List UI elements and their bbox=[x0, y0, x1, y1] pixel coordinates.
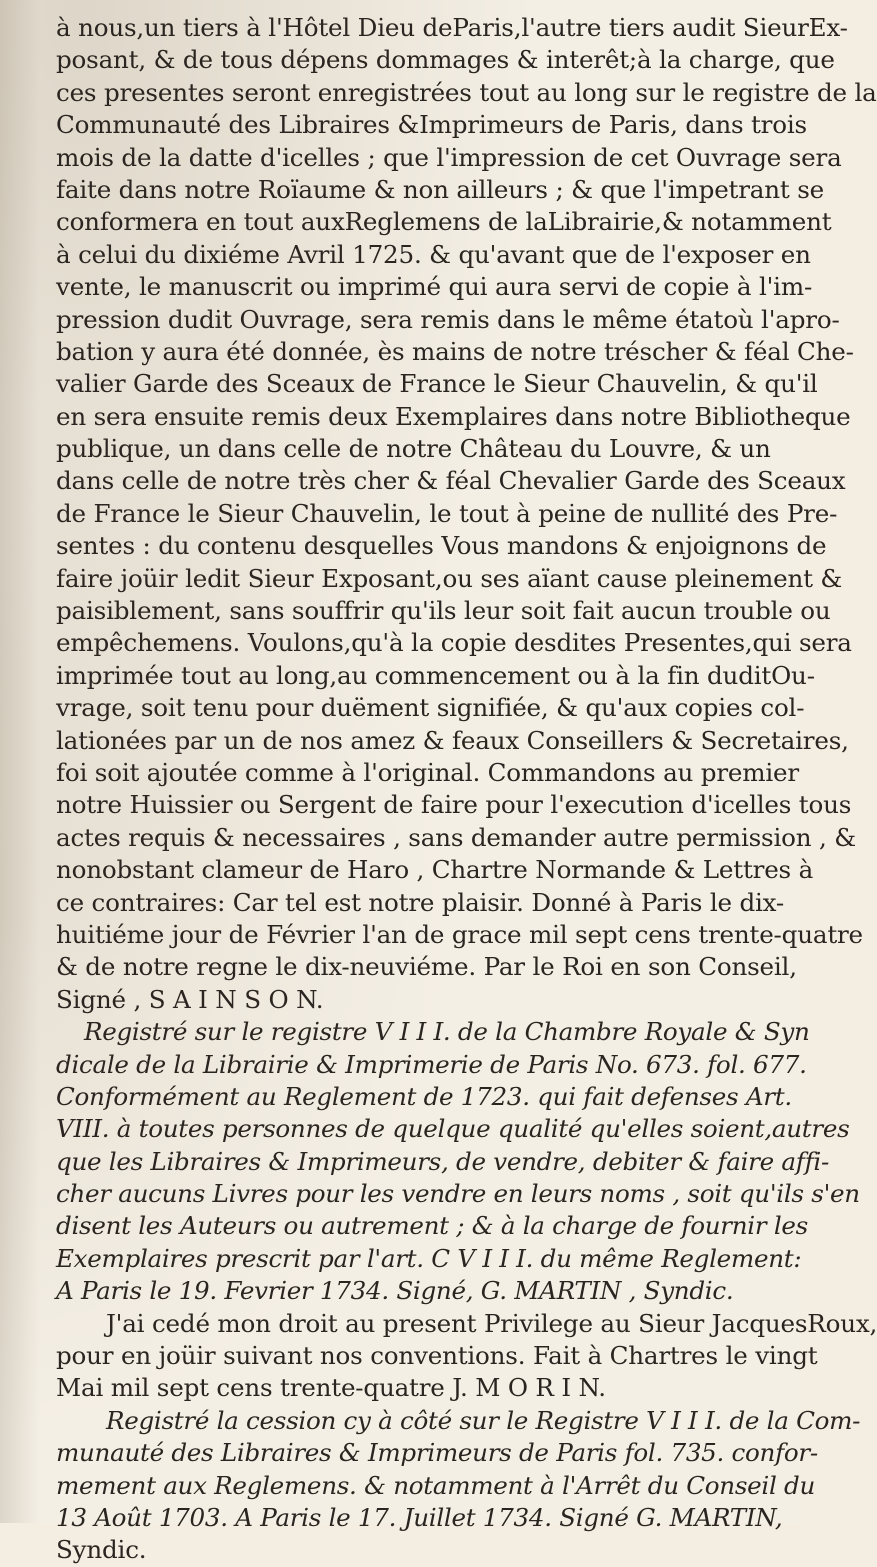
text-line: lationées par un de nos amez & feaux Conseillers & Secretaires, bbox=[56, 725, 849, 755]
text-line: mement aux Reglemens. & notamment à l'Arrêt du Conseil du bbox=[56, 1470, 816, 1500]
text-line: vrage, soit tenu pour duëment signifiée, & qu'aux copies col- bbox=[56, 693, 805, 723]
text-line: ce contraires: Car tel est notre plaisir. Donné à Paris le dix- bbox=[56, 887, 785, 917]
privilege-body bbox=[56, 12, 877, 1016]
text-line: publique, un dans celle de notre Château du Louvre, & un bbox=[56, 434, 771, 464]
text-line: sentes : du contenu desquelles Vous mandons & enjoignons de bbox=[56, 531, 827, 561]
cession-note bbox=[56, 1308, 877, 1405]
text-line: Conformément au Reglement de 1723. qui fait defenses Art. bbox=[56, 1081, 792, 1111]
document-text bbox=[56, 12, 877, 1567]
text-line: faire joüir ledit Sieur Exposant,ou ses aïant cause pleinement & bbox=[56, 563, 843, 593]
text-line: actes requis & necessaires , sans demander autre permission , & bbox=[56, 822, 856, 852]
text-line: paisiblement, sans souffrir qu'ils leur soit fait aucun trouble ou bbox=[56, 596, 831, 626]
text-line: dicale de la Librairie & Imprimerie de Paris No. 673. fol. 677. bbox=[56, 1049, 807, 1079]
text-line: Communauté des Libraires &Imprimeurs de Paris, dans trois bbox=[56, 110, 807, 140]
text-line: Mai mil sept cens trente-quatre J. M O R I N. bbox=[56, 1373, 606, 1403]
text-line: Exemplaires prescrit par l'art. C V I I I. du même Reglement: bbox=[56, 1243, 802, 1273]
text-line: imprimée tout au long,au commencement ou à la fin duditOu- bbox=[56, 660, 815, 690]
text-line: VIII. à toutes personnes de quelque qualité qu'elles soient,autres bbox=[56, 1114, 850, 1144]
text-line: & de notre regne le dix-neuviéme. Par le Roi en son Conseil, bbox=[56, 952, 797, 982]
text-line: dans celle de notre très cher & féal Chevalier Garde des Sceaux bbox=[56, 466, 846, 496]
text-line: notre Huissier ou Sergent de faire pour l'execution d'icelles tous bbox=[56, 790, 852, 820]
text-line: cher aucuns Livres pour les vendre en leurs noms , soit qu'ils s'en bbox=[56, 1179, 860, 1209]
text-line: à celui du dixiéme Avril 1725. & qu'avant que de l'exposer en bbox=[56, 239, 811, 269]
text-line: en sera ensuite remis deux Exemplaires dans notre Bibliotheque bbox=[56, 401, 851, 431]
text-line: 13 Août 1703. A Paris le 17. Juillet 1734. Signé G. MARTIN, bbox=[56, 1502, 783, 1532]
registration-note-1 bbox=[56, 1016, 860, 1308]
text-line: bation y aura été donnée, ès mains de notre tréscher & féal Che- bbox=[56, 336, 854, 366]
text-line: J'ai cedé mon droit au present Privilege au Sieur JacquesRoux, bbox=[106, 1308, 877, 1338]
text-line: foi soit ajoutée comme à l'original. Commandons au premier bbox=[56, 757, 799, 787]
text-line: Syndic. bbox=[56, 1535, 147, 1565]
text-line: ces presentes seront enregistrées tout au long sur le registre de la bbox=[56, 77, 877, 107]
text-line: que les Libraires & Imprimeurs, de vendre, debiter & faire affi- bbox=[56, 1146, 829, 1176]
text-line: empêchemens. Voulons,qu'à la copie desdites Presentes,qui sera bbox=[56, 628, 852, 658]
text-line: nonobstant clameur de Haro , Chartre Normande & Lettres à bbox=[56, 855, 814, 885]
text-line: Registré la cession cy à côté sur le Registre V I I I. de la Com- bbox=[106, 1405, 861, 1435]
text-line: pour en joüir suivant nos conventions. Fait à Chartres le vingt bbox=[56, 1341, 818, 1371]
text-line: posant, & de tous dépens dommages & interêt;à la charge, que bbox=[56, 45, 835, 75]
text-line: vente, le manuscrit ou imprimé qui aura servi de copie à l'im- bbox=[56, 272, 813, 302]
text-line: faite dans notre Roïaume & non ailleurs ; & que l'impetrant se bbox=[56, 174, 824, 204]
text-line: A Paris le 19. Fevrier 1734. Signé, G. MARTIN , Syndic. bbox=[56, 1276, 734, 1306]
text-line: mois de la datte d'icelles ; que l'impression de cet Ouvrage sera bbox=[56, 142, 842, 172]
text-line: huitiéme jour de Février l'an de grace mil sept cens trente-quatre bbox=[56, 919, 863, 949]
text-line: de France le Sieur Chauvelin, le tout à peine de nullité des Pre- bbox=[56, 498, 838, 528]
text-line: pression dudit Ouvrage, sera remis dans le même étatoù l'apro- bbox=[56, 304, 840, 334]
registration-note-2 bbox=[56, 1405, 861, 1567]
signature-line: Signé , S A I N S O N. bbox=[56, 984, 324, 1014]
text-line: valier Garde des Sceaux de France le Sieur Chauvelin, & qu'il bbox=[56, 369, 818, 399]
page-gutter-shadow bbox=[0, 0, 40, 1523]
text-line: munauté des Libraires & Imprimeurs de Paris fol. 735. confor- bbox=[56, 1438, 818, 1468]
text-line: conformera en tout auxReglemens de laLibrairie,& notamment bbox=[56, 207, 832, 237]
text-line: à nous,un tiers à l'Hôtel Dieu deParis,l'autre tiers audit SieurEx- bbox=[56, 13, 848, 42]
text-line: Registré sur le registre V I I I. de la Chambre Royale & Syn bbox=[84, 1017, 810, 1047]
text-line: disent les Auteurs ou autrement ; & à la charge de fournir les bbox=[56, 1211, 808, 1241]
